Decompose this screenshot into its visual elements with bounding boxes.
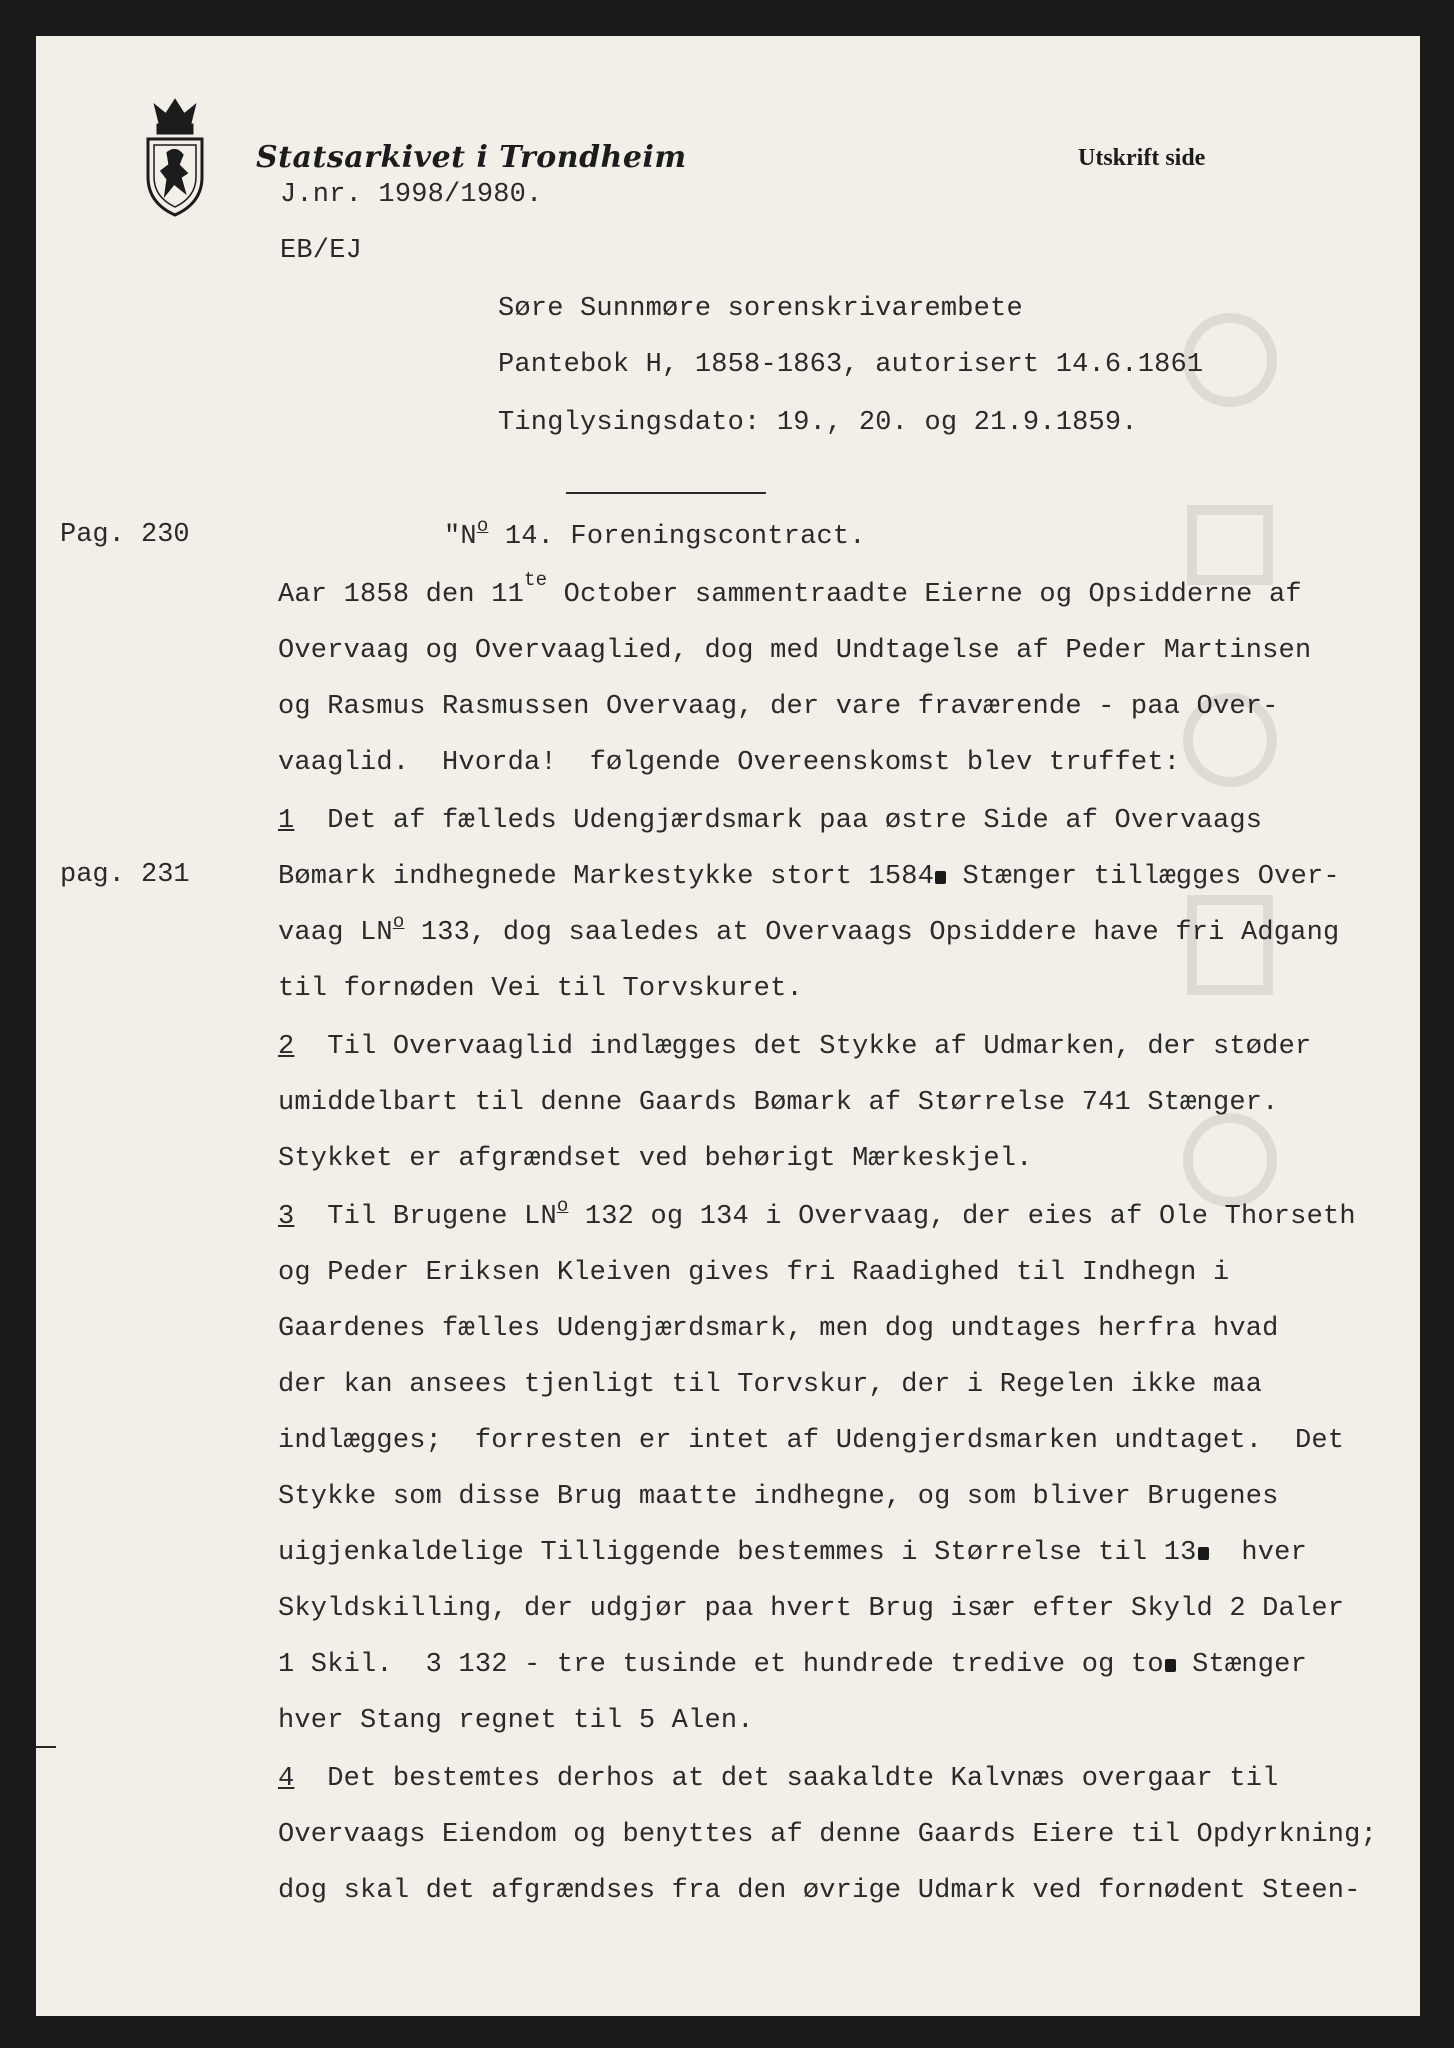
paragraph-3: 3 Til Brugene $LN^o$ 132 og 134 i Overvaag, der eies af Ole Thorseth	[278, 1195, 1356, 1232]
margin-page-231: pag. 231	[60, 860, 190, 890]
text-line: hver Stang regnet til 5 Alen.	[278, 1706, 754, 1736]
text-line: Overvaags Eiendom og benyttes af denne Gaards Eiere til Opdyrkning;	[278, 1820, 1377, 1850]
text-line: Gaardenes fælles Udengjærdsmark, men dog undtages herfra hvad	[278, 1314, 1279, 1344]
text-line: og Peder Eriksen Kleiven gives fri Raadighed til Indhegn i	[278, 1258, 1230, 1288]
text-line: Bømark indhegnede Markestykke stort 1584 Stænger tillægges Over-	[278, 862, 1340, 892]
text-line: til fornøden Vei til Torvskuret.	[278, 974, 803, 1004]
ink-blot-mark	[1198, 1547, 1209, 1560]
text-line: Skyldskilling, der udgjør paa hvert Brug især efter Skyld 2 Daler	[278, 1594, 1345, 1624]
text-line: vaaglid. Hvorda! følgende Overeenskomst blev truffet:	[278, 748, 1181, 778]
text-line: der kan ansees tjenligt til Torvskur, der i Regelen ikke maa	[278, 1370, 1263, 1400]
entry-heading: "$N^o$ 14. Foreningscontract.	[444, 515, 866, 552]
text-line: dog skal det afgrændses fra den øvrige Udmark ved fornødent Steen-	[278, 1876, 1361, 1906]
separator-rule	[566, 492, 766, 494]
text-line: vaag $LN^o$ 133, dog saaledes at Overvaags Opsiddere have fri Adgang	[278, 911, 1340, 948]
archive-name: Statsarkivet i Trondheim	[256, 140, 687, 175]
registration-date: Tinglysingsdato: 19., 20. og 21.9.1859.	[498, 408, 1138, 438]
margin-page-230: Pag. 230	[60, 520, 190, 550]
text-line: og Rasmus Rasmussen Overvaag, der vare fraværende - paa Over-	[278, 692, 1279, 722]
paragraph-1: 1 Det af fælleds Udengjærdsmark paa østre Side af Overvaags	[278, 806, 1263, 836]
text-line: Aar 1858 den $11^{te}$ October sammentraadte Eierne og Opsidderne af	[278, 569, 1302, 610]
ink-blot-mark	[935, 871, 946, 884]
text-line: indlægges; forresten er intet af Udengjerdsmarken undtaget. Det	[278, 1426, 1345, 1456]
initials: EB/EJ	[280, 236, 363, 266]
margin-tick-mark	[36, 1746, 56, 1748]
ink-blot-mark	[1165, 1659, 1176, 1672]
text-line: Stykket er afgrændset ved behørigt Mærkeskjel.	[278, 1144, 1033, 1174]
paragraph-4: 4 Det bestemtes derhos at det saakaldte Kalvnæs overgaar til	[278, 1764, 1279, 1794]
journal-number: J.nr. 1998/1980.	[280, 180, 543, 210]
text-line: Overvaag og Overvaaglied, dog med Undtagelse af Peder Martinsen	[278, 636, 1312, 666]
text-line: 1 Skil. 3 132 - tre tusinde et hundrede tredive og to Stænger	[278, 1650, 1307, 1680]
paragraph-2: 2 Til Overvaaglid indlægges det Stykke af Udmarken, der støder	[278, 1032, 1312, 1062]
source-office: Søre Sunnmøre sorenskrivarembete	[498, 294, 1023, 324]
coat-of-arms-icon	[142, 95, 208, 219]
print-page-label: Utskrift side	[1078, 145, 1206, 171]
text-line: uigjenkaldelige Tilliggende bestemmes i Størrelse til 13 hver	[278, 1538, 1307, 1568]
source-book: Pantebok H, 1858-1863, autorisert 14.6.1861	[498, 350, 1204, 380]
text-line: Stykke som disse Brug maatte indhegne, og som bliver Brugenes	[278, 1482, 1279, 1512]
text-line: umiddelbart til denne Gaards Bømark af Størrelse 741 Stænger.	[278, 1088, 1279, 1118]
